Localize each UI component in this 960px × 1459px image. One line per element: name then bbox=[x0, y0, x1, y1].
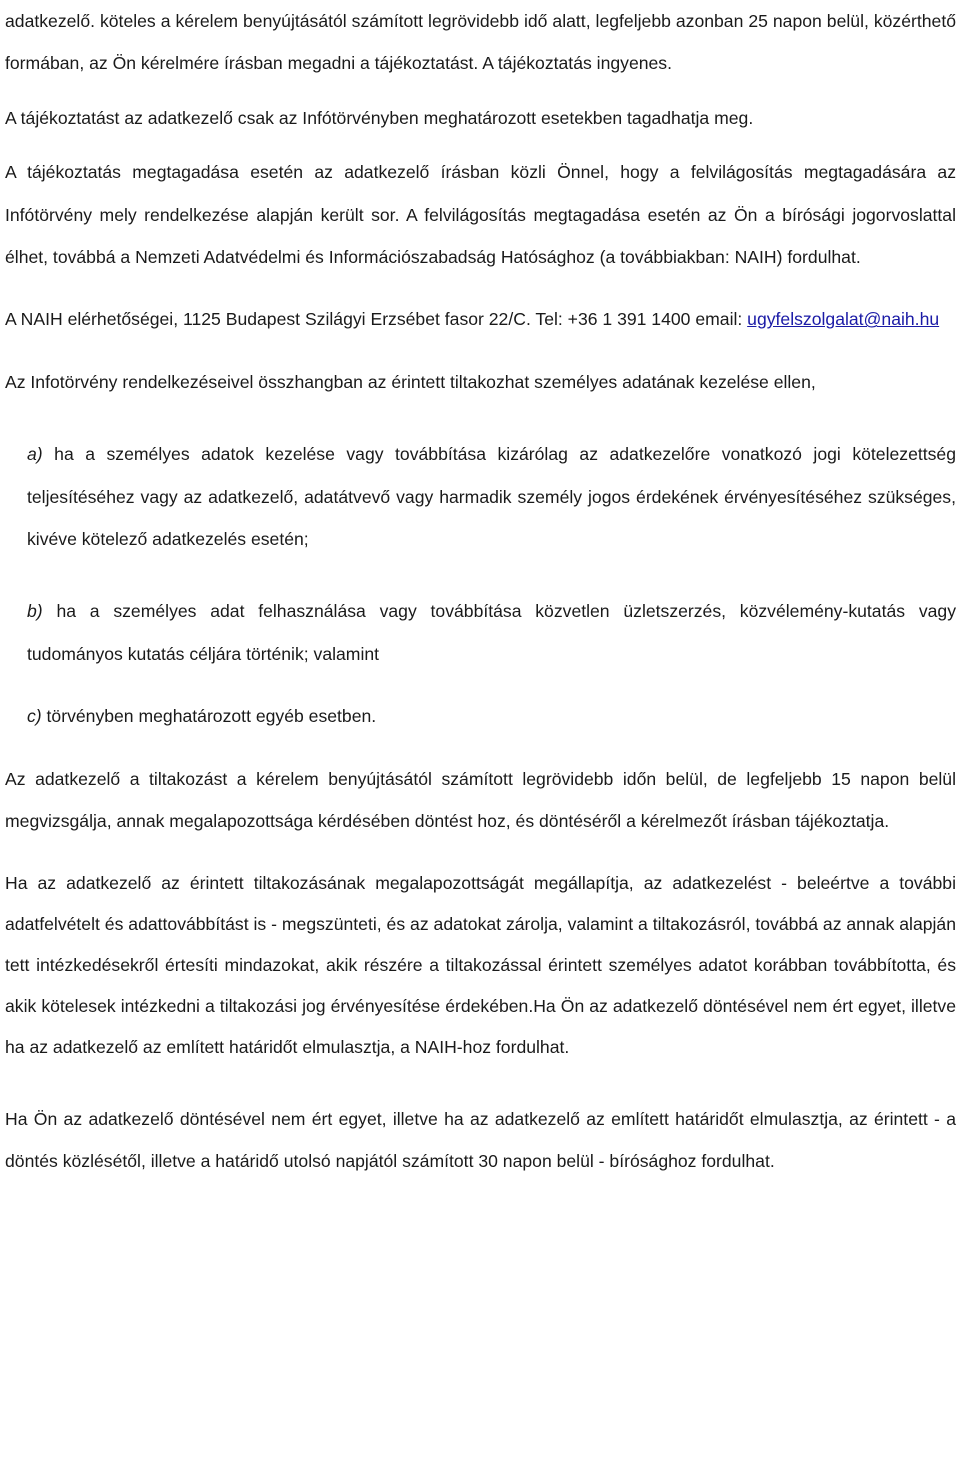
paragraph-refusal-remedy: A tájékoztatás megtagadása esetén az adatkezelő írásban közli Önnel, hogy a felvilágosítás megtagadására az Infótörvény mely rendelkezése alapján került sor. A felvilágosítás megtagadása esetén az Ön a bírósági jogorvoslattal élhet, továbbá a Nemzeti Adatvédelmi és Információszabadság Hatósághoz (a továbbiakban: NAIH) fordulhat. bbox=[5, 162, 956, 268]
naih-email-link[interactable]: ugyfelszolgalat@naih.hu bbox=[747, 309, 940, 330]
list-item-b bbox=[5, 590, 956, 675]
paragraph-objection-review: Az adatkezelő a tiltakozást a kérelem benyújtásától számított legrövidebb időn belül, de legfeljebb 15 napon belül megvizsgálja, annak megalapozottsága kérdésében döntést hoz, és döntéséről a kérelmezőt írásban tájékoztatja. bbox=[5, 768, 956, 832]
list-item-b-text: ha a személyes adat felhasználása vagy továbbítása közvetlen üzletszerzés, közvélemény-kutatás vagy tudományos kutatás céljára történik; valamint bbox=[27, 601, 956, 664]
list-item-b-letter: b) bbox=[27, 601, 43, 622]
paragraph-information-deadline: adatkezelő. köteles a kérelem benyújtásától számított legrövidebb idő alatt, legfeljebb azonban 25 napon belül, közérthető formában, az Ön kérelmére írásban megadni a tájékoztatást. A tájékoztatás ingyenes. bbox=[5, 11, 956, 74]
list-item-a-letter: a) bbox=[27, 444, 43, 465]
paragraph-objection-outcome: Ha az adatkezelő az érintett tiltakozásának megalapozottságát megállapítja, az adatkezelést - beleértve a további adatfelvételt és adattovábbítást is - megszünteti, és az adatokat zárolja, valamint a tiltakozásról, továbbá az annak alapján tett intézkedésekről értesíti mindazokat, akik részére a tiltakozással érintett személyes adatot korábban továbbította, és akik kötelesek intézkedni a tiltakozási jog érvényesítése érdekében.Ha Ön az adatkezelő döntésével nem ért egyet, illetve ha az adatkezelő az említett határidőt elmulasztja, a NAIH-hoz fordulhat. bbox=[5, 872, 956, 1057]
naih-contact-text: A NAIH elérhetőségei, 1125 Budapest Szilágyi Erzsébet fasor 22/C. Tel: +36 1 391 1400 email: bbox=[5, 309, 743, 330]
document-page bbox=[5, 0, 956, 1182]
paragraph-court-remedy: Ha Ön az adatkezelő döntésével nem ért egyet, illetve ha az adatkezelő az említett határidőt elmulasztja, az érintett - a döntés közlésétől, illetve a határidő utolsó napjától számított 30 napon belül - bírósághoz fordulhat. bbox=[5, 1108, 956, 1171]
list-item-a bbox=[5, 433, 956, 560]
paragraph-objection-intro: Az Infotörvény rendelkezéseivel összhangban az érintett tiltakozhat személyes adatának kezelése ellen, bbox=[5, 371, 816, 392]
list-item-c bbox=[5, 695, 956, 737]
paragraph-naih-contact bbox=[5, 298, 956, 340]
paragraph-refusal-cases: A tájékoztatást az adatkezelő csak az Infótörvényben meghatározott esetekben tagadhatja meg. bbox=[5, 107, 754, 128]
list-item-c-letter: c) bbox=[27, 706, 42, 727]
list-item-a-text: ha a személyes adatok kezelése vagy továbbítása kizárólag az adatkezelőre vonatkozó jogi kötelezettség teljesítéséhez vagy az adatkezelő, adatátvevő vagy harmadik személy jogos érdekének érvényesítéséhez szükséges, kivéve kötelező adatkezelés esetén; bbox=[27, 444, 956, 550]
list-item-c-text: törvényben meghatározott egyéb esetben. bbox=[46, 706, 377, 727]
